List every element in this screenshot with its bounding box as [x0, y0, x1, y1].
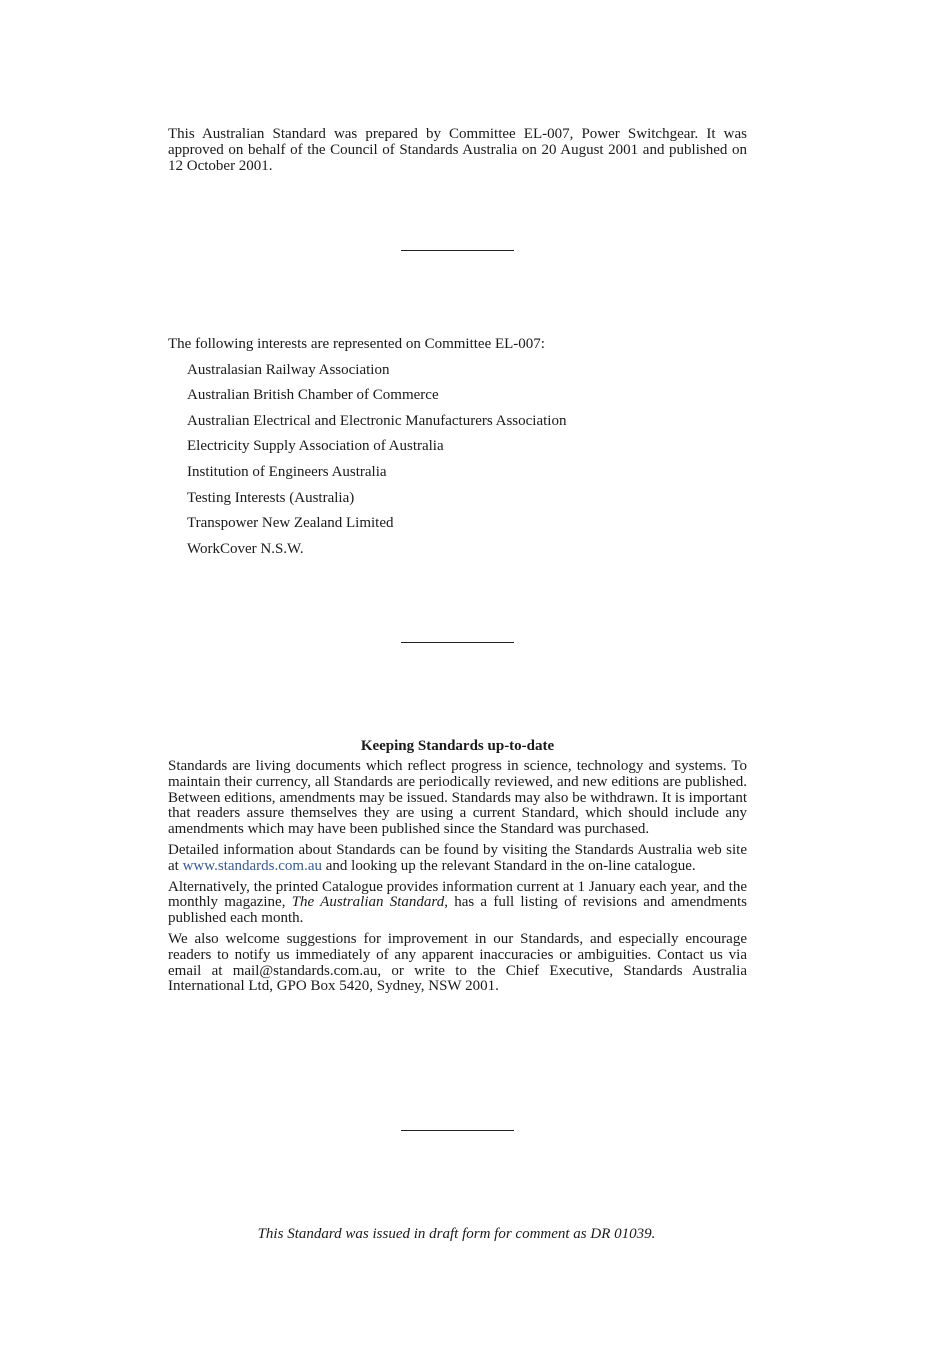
divider-1 — [401, 250, 514, 251]
paragraph-text: Detailed information about Standards can be found by visiting the Standards Australia web site at — [168, 841, 747, 874]
draft-note: This Standard was issued in draft form for comment as DR 01039. — [257, 1226, 656, 1242]
list-item: Australian British Chamber of Commerce — [187, 387, 439, 404]
paragraph-catalogue — [168, 880, 747, 927]
list-item: Institution of Engineers Australia — [187, 463, 387, 480]
divider-2 — [401, 642, 514, 643]
list-item: Australian Electrical and Electronic Manufacturers Association — [187, 412, 567, 429]
paragraph-suggestions: We also welcome suggestions for improvement in our Standards, and especially encourage readers to notify us immediately of any apparent inaccuracies or ambiguities. Contact us via email at mail@standards.com.au, or write to the Chief Executive, Standards Australia International Ltd, GPO Box 5420, Sydney, NSW 2001. — [168, 930, 747, 995]
paragraph-text: Alternatively, the printed Catalogue provides information current at 1 January each year, and the monthly magazine, — [168, 878, 747, 911]
website-link[interactable]: www.standards.com.au — [182, 857, 322, 874]
interests-section — [168, 335, 747, 558]
list-item: Electricity Supply Association of Australia — [187, 438, 444, 455]
approval-section — [168, 127, 747, 174]
paragraph-text: and looking up the relevant Standard in the on-line catalogue. — [322, 857, 696, 874]
list-item: Testing Interests (Australia) — [187, 489, 355, 506]
keeping-standards-section — [168, 737, 747, 1000]
paragraph-web-info — [168, 843, 747, 875]
magazine-title: The Australian Standard — [291, 894, 445, 911]
approval-statement: This Australian Standard was prepared by Committee EL-007, Power Switchgear. It was approved on behalf of the Council of Standards Australia on 20 August 2001 and published on 12 October 2001. — [168, 126, 747, 174]
list-item: Transpower New Zealand Limited — [187, 515, 394, 532]
interests-list — [168, 361, 747, 558]
paragraph-text: , has a full listing of revisions and amendments published each month. — [168, 894, 747, 927]
list-item: WorkCover N.S.W. — [187, 540, 304, 557]
list-item: Australasian Railway Association — [187, 361, 390, 378]
interests-intro: The following interests are represented on Committee EL-007: — [168, 336, 545, 352]
section-heading: Keeping Standards up-to-date — [360, 738, 555, 754]
divider-3 — [401, 1130, 514, 1131]
paragraph-living-documents: Standards are living documents which reflect progress in science, technology and systems. To maintain their currency, all Standards are periodically reviewed, and new editions are published. Between editions, amendments may be issued. Standards may also be withdrawn. It is important that readers assure themselves they are using a current Standard, which should include any amendments which may have been published since the Standard was purchased. — [168, 758, 747, 838]
